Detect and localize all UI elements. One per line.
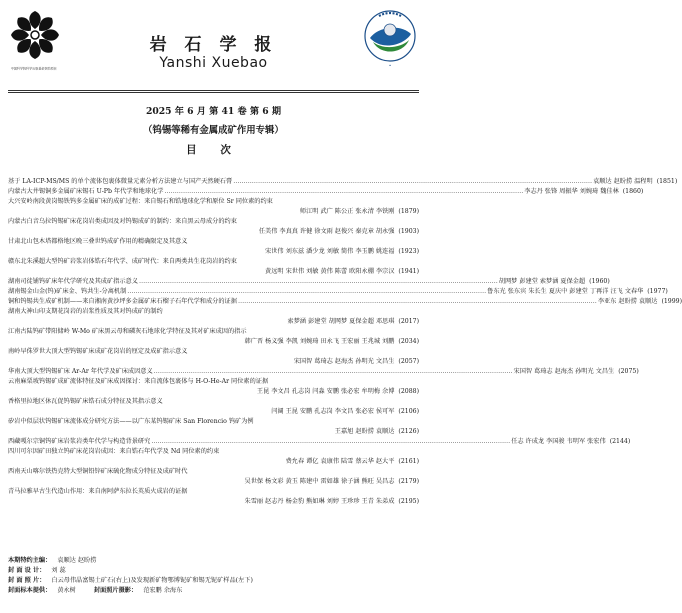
leader-dots — [227, 387, 257, 397]
credit-label: 封 面 设 计： — [8, 567, 46, 574]
toc-entry — [8, 357, 419, 367]
article-page: (1860) — [622, 188, 644, 195]
article-page: (1851) — [656, 178, 678, 185]
article-authors: 黄远明 宋世伟 刘敏 黄伟 陈蕾 欧阳永棚 李宗汉 — [265, 268, 395, 275]
article-authors: 韩广晋 杨义强 李凯 刘婉琦 田永飞 王宏丽 王兆城 刘鹏 — [244, 338, 395, 345]
article-title: 矽岩中似层状钨锡矿床流体成分研究方法——以广东某钨锡矿床 San Florencio 钨矿为例 — [8, 418, 254, 425]
leader-dots — [154, 367, 513, 377]
svg-text:•: • — [388, 63, 392, 68]
article-title: 内蒙古大井锡铜多金属矿床锡石 U-Pb 年代学和地球化学 — [8, 188, 164, 195]
leader-dots — [305, 427, 335, 437]
article-title: 云南麻栗坡钨锡矿成矿流体特征及矿床成因探讨：来自流体包裹体与 H-O-He-Ar 同位素的证据 — [8, 378, 269, 385]
toc-entry — [8, 437, 631, 447]
toc-entry — [8, 217, 419, 227]
article-title: 铜和钨锡共生成矿机制——来自湘南黄沙坪多金属矿床石榴子石年代学和成分的证据 — [8, 298, 237, 305]
toc-entry — [8, 307, 419, 317]
article-page: (2195) — [398, 498, 419, 505]
article-title: 华南大顶大型钨锡矿床 Ar-Ar 年代学及矿床成因意义 — [8, 368, 153, 375]
credit-value: 黄永树 — [57, 587, 76, 594]
article-title: 香格里拉地区休瓦促钨锡矿床锆石成分特征及其指示意义 — [8, 398, 163, 405]
credit-label: 封面照片摄影： — [93, 587, 138, 594]
article-title: 赣东北朱溪超大型钨矿岩浆岩体锆石年代学、成矿时代：来自两类共生花岗岩的约束 — [8, 258, 237, 265]
article-title: 南岭早侏罗世大顶大型钨锡矿床成矿花岗岩的厘定及成矿指示意义 — [8, 348, 188, 355]
header-divider — [8, 90, 419, 91]
article-authors: 吴世保 杨文彩 黄玉 陈建中 雷如雄 徐子涵 熊旺 吴昌志 — [244, 478, 395, 485]
credit-specimen-and-photographer — [8, 586, 419, 596]
toc-entry — [8, 177, 678, 187]
leader-dots — [264, 357, 294, 367]
article-page: (2126) — [398, 428, 419, 435]
toc-entry — [8, 267, 419, 277]
article-title: 甘肃北山包木塔都格地区晚三叠世钨成矿作用的精确限定及其意义 — [8, 238, 188, 245]
article-page: (2106) — [398, 408, 419, 415]
leader-dots — [235, 247, 265, 257]
article-authors: 鲁东光 张东宾 朱长生 夏庆中 彭建堂 丁再洋 汪飞 文春华 — [487, 288, 644, 295]
article-page: (2088) — [398, 388, 419, 395]
toc-entry — [8, 347, 419, 357]
toc-entry — [8, 237, 419, 247]
article-page: (1977) — [647, 288, 668, 295]
toc-entry — [8, 207, 419, 217]
article-title: 湖南锡金山金(钨)矿床金、钨共生-分离机制 — [8, 288, 127, 295]
article-title: 内蒙古白音乌拉钨锡矿床花岗岩类成因及对钨锡成矿的制约：来自黑云母成分的约束 — [8, 218, 237, 225]
article-title: 西南天山喀尔铁热克特大型铜铅锌矿床硫化物成分特征及成矿时代 — [8, 468, 188, 475]
toc-entry — [8, 427, 419, 437]
credit-value: 白云母伟晶富锡土矿石(右上)及发现新矿物鄂博铌矿和锡无铌矿样品(左下) — [51, 577, 253, 584]
toc-entry — [8, 417, 419, 427]
article-page: (2161) — [398, 458, 419, 465]
toc-entry — [8, 447, 419, 457]
credit-editors — [8, 556, 419, 566]
article-page: (1960) — [589, 278, 610, 285]
article-authors: 任美伟 李真真 许健 徐文雨 赵俊兴 秦克章 胡永强 — [258, 228, 395, 235]
article-authors: 宋世伟 刘东兹 潘少龙 刘敏 简伟 李玉鹏 姚连福 — [265, 248, 395, 255]
journal-title: 岩 石 学 报 — [149, 35, 278, 55]
toc-entry — [8, 297, 682, 307]
article-page: (2179) — [398, 478, 419, 485]
leader-dots — [229, 227, 259, 237]
article-title: 四川可尔因矿田独立钨矿床花岗岩成因：来自锆石年代学及 Nd 同位素的约束 — [8, 448, 220, 455]
article-page: (2144) — [609, 438, 631, 445]
article-authors: 任志 许成龙 李国骏 韦明军 张宏伟 — [511, 438, 606, 445]
issue-credits — [8, 556, 419, 596]
article-authors: 闫阔 王昆 安鹏 孔志岗 李文昌 张必宏 侯可军 — [271, 408, 395, 415]
leader-dots — [270, 207, 300, 217]
toc-entry — [8, 317, 419, 327]
leader-dots — [215, 337, 245, 347]
leader-dots — [258, 317, 288, 327]
article-page: (1999) — [661, 298, 682, 305]
credit-value: 刘 蕊 — [51, 567, 66, 574]
leader-dots — [238, 297, 597, 307]
article-authors: 宋国智 葛琦志 赵海杰 孙明光 文昌生 — [293, 358, 395, 365]
article-title: 大兴安岭南段黄岗锡铁钨多金属矿床的成矿过程：来自锡石和锆地球化学和原位 Sr 同位素的约束 — [8, 198, 273, 205]
leader-dots — [139, 277, 498, 287]
toc-entry — [8, 247, 419, 257]
toc-entry — [8, 337, 419, 347]
leader-dots — [256, 457, 286, 467]
article-authors: 费允春 谭亿 袁康伟 陆雪 蔡云华 赵大平 — [285, 458, 395, 465]
article-page: (2017) — [398, 318, 419, 325]
article-authors: 师江明 武广 陈公正 张永清 李铁刚 — [299, 208, 395, 215]
article-authors: 李志丹 张锋 周振华 刘婉琦 魏佳林 — [524, 188, 619, 195]
article-page: (1941) — [398, 268, 419, 275]
toc-entry — [8, 377, 419, 387]
toc-entry — [8, 467, 419, 477]
article-title: 基于 LA-ICP-MS/MS 的单个流体包裹体微量元素分析方法建立与国产天然硬石膏 — [8, 178, 233, 185]
leader-dots — [164, 187, 523, 197]
toc-entry — [8, 497, 419, 507]
toc-entry — [8, 277, 610, 287]
journal-pinyin-title: Yanshi Xuebao — [159, 55, 268, 71]
toc-entry — [8, 397, 419, 407]
credit-label: 封面标本提供： — [8, 587, 52, 594]
issue-info: 2025 年 6 月 第 41 卷 第 6 期 — [145, 106, 282, 117]
toc-entry — [8, 327, 419, 337]
article-title: 青马拉雅早古生代造山作用：来自南阿萨东拉长英质火成岩的证据 — [8, 488, 188, 495]
article-authors: 袁顺达 赵盼捞 温程明 — [593, 178, 653, 185]
leader-dots — [127, 287, 486, 297]
special-issue-title: （钨锡等稀有金属成矿作用专辑） — [143, 125, 284, 136]
toc-entry — [8, 367, 639, 377]
toc-entry — [8, 287, 668, 297]
leader-dots — [241, 407, 271, 417]
credit-value: 袁顺达 赵盼捞 — [57, 557, 97, 564]
toc-entry — [8, 477, 419, 487]
article-page: (2075) — [618, 368, 639, 375]
toc-entry — [8, 387, 419, 397]
article-page: (1903) — [398, 228, 419, 235]
article-page: (1879) — [398, 208, 419, 215]
article-authors: 王嘉旭 赵盼捞 袁顺达 — [334, 428, 395, 435]
credit-label: 本期特约主编： — [8, 557, 52, 564]
leader-dots — [233, 177, 592, 187]
leader-dots — [215, 477, 245, 487]
journal-header — [0, 0, 427, 90]
article-authors: 李亚东 赵盼捞 袁顺达 — [597, 298, 658, 305]
contents-heading: 目 次 — [186, 144, 241, 156]
toc-entry — [8, 197, 419, 207]
toc-entry — [8, 257, 419, 267]
article-authors: 宋国智 葛琦志 赵海杰 孙明光 文昌生 — [513, 368, 615, 375]
header-divider-thin — [8, 92, 419, 93]
leader-dots — [215, 497, 245, 507]
credit-photo — [8, 576, 419, 586]
article-page: (1923) — [398, 248, 419, 255]
toc-entry — [8, 457, 419, 467]
toc-entry — [8, 487, 419, 497]
toc-entry — [8, 227, 419, 237]
article-page: (2057) — [398, 358, 419, 365]
article-authors: 王昆 李文昌 孔志岗 闫淼 安鹏 张必宏 牟明梅 余博 — [256, 388, 395, 395]
article-page: (2034) — [398, 338, 419, 345]
credit-designer — [8, 566, 419, 576]
credit-label: 封 面 照 片： — [8, 577, 46, 584]
article-title: 江南古陆钨矿带阳储岭 W-Mo 矿床黑云母和磷灰石地球化学特征及其对矿床成因的指示 — [8, 328, 247, 335]
article-authors: 胡网梦 彭建堂 索梦涵 夏保金超 — [498, 278, 586, 285]
logo-caption: 中国科学院科学出版基金资助项目 — [10, 67, 57, 71]
article-authors: 索梦涵 彭建堂 胡网梦 夏保金超 邓思琪 — [287, 318, 395, 325]
leader-dots — [235, 267, 265, 277]
article-title: 湖南司徒铺钨矿床年代学研究及其成矿指示意义 — [8, 278, 138, 285]
article-title: 湖南大神山印支期花岗岩的岩浆性质及其对钨成矿的制约 — [8, 308, 163, 315]
article-title: 西藏嘎尔宗铜钨矿床岩浆岩类年代学与构造背景研究 — [8, 438, 151, 445]
toc-entry — [8, 187, 644, 197]
table-of-contents — [8, 177, 682, 507]
leader-dots — [151, 437, 510, 447]
article-authors: 朱雪丽 赵志丹 杨金豹 熊如琳 刘婷 王珍珍 王青 朱弟成 — [244, 498, 395, 505]
credit-value: 范宏鹏 余海东 — [143, 587, 183, 594]
toc-entry — [8, 407, 419, 417]
